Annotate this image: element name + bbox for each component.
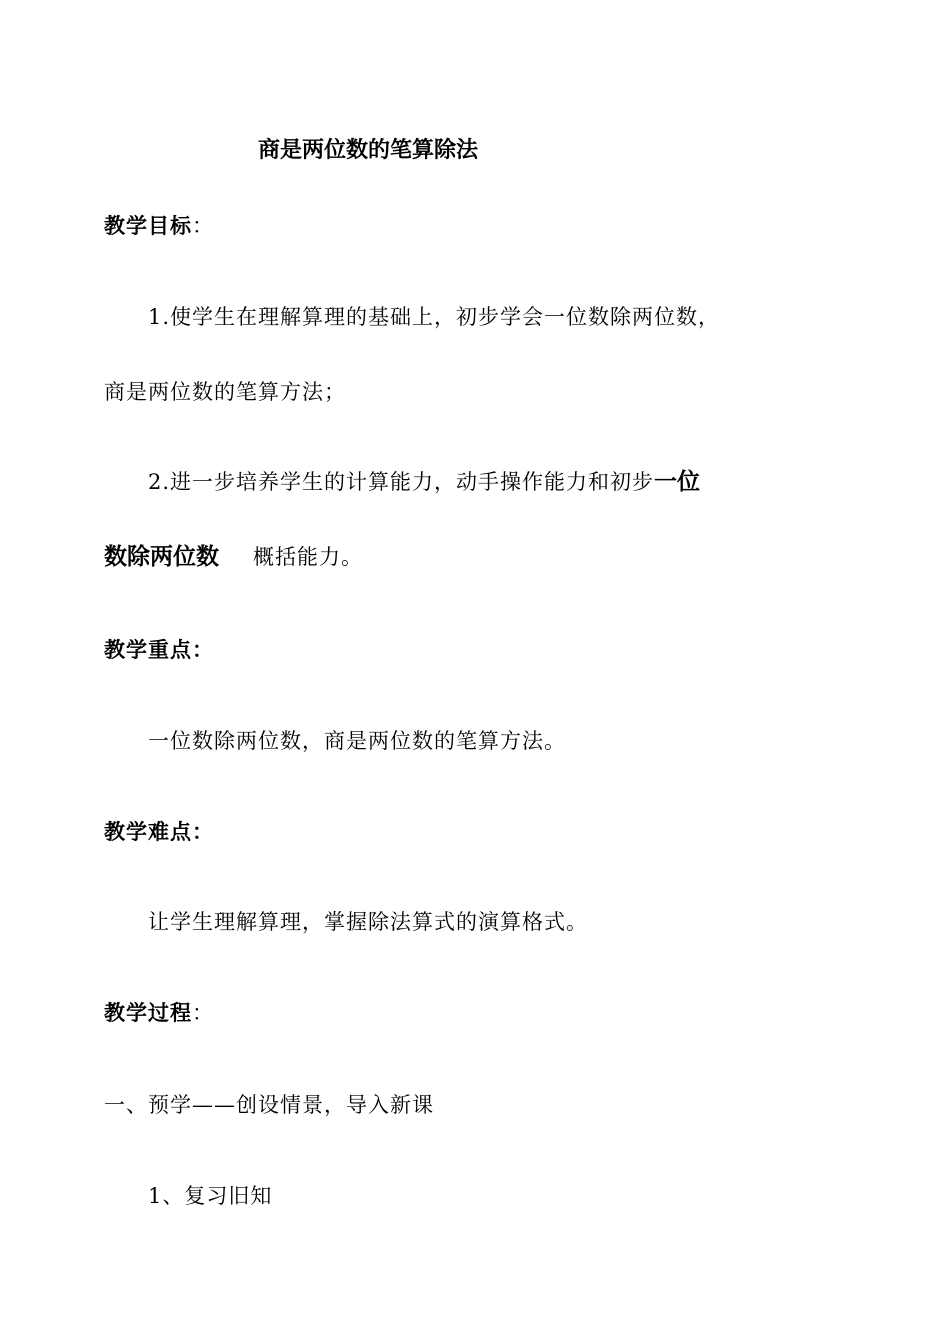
objective-2-text: 2.进一步培养学生的计算能力，动手操作能力和初步 <box>148 470 655 494</box>
objectives-heading-line <box>104 212 214 240</box>
difficulty-heading: 教学难点： <box>104 820 214 844</box>
objective-2-emphasis: 一位 <box>654 469 701 495</box>
objectives-heading: 教学目标 <box>104 214 192 238</box>
objective-1-line-2: 商是两位数的笔算方法； <box>104 380 346 404</box>
objective-2-emphasis-continued: 数除两位数 <box>104 544 219 570</box>
objective-2-tail: 概括能力。 <box>253 545 363 569</box>
page-title: 商是两位数的笔算除法 <box>258 138 479 163</box>
objective-1-line-1: 1.使学生在理解算理的基础上，初步学会一位数除两位数， <box>148 305 721 329</box>
section-1-heading: 一、预学——创设情景，导入新课 <box>104 1093 434 1117</box>
key-point-text: 一位数除两位数，商是两位数的笔算方法。 <box>148 729 566 753</box>
process-colon: ： <box>192 1001 214 1025</box>
difficulty-text: 让学生理解算理，掌握除法算式的演算格式。 <box>148 910 588 934</box>
process-heading-line <box>104 999 214 1027</box>
objective-2-line-1 <box>148 468 700 496</box>
step-1-heading: 1、复习旧知 <box>148 1184 273 1208</box>
process-heading: 教学过程 <box>104 1001 192 1025</box>
objective-2-line-2 <box>104 543 363 571</box>
objectives-colon: ： <box>192 214 214 238</box>
key-point-heading: 教学重点： <box>104 638 214 662</box>
